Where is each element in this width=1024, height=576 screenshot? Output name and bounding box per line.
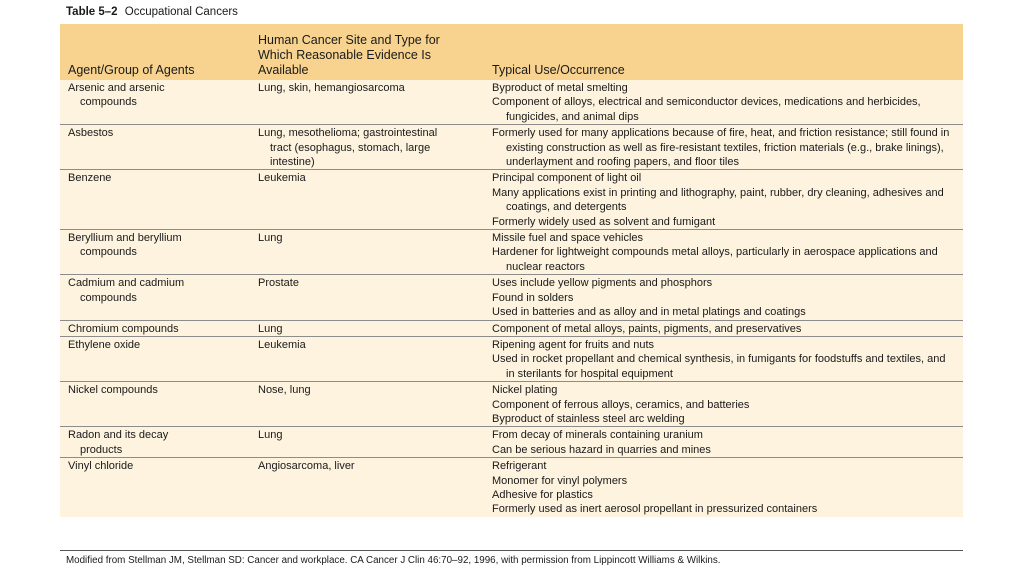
site-text: Angiosarcoma, liver (258, 460, 355, 473)
table-row (60, 427, 963, 458)
cell-site (252, 126, 484, 169)
cell-use (484, 383, 963, 426)
table-number: Table 5–2 (66, 6, 118, 18)
use-line: Principal component of light oil (492, 172, 642, 185)
table-row (60, 382, 963, 427)
header-agent (60, 24, 252, 80)
table-header (60, 24, 963, 80)
cell-agent (60, 276, 252, 319)
cell-agent (60, 428, 252, 457)
cell-use (484, 322, 963, 336)
table-row (60, 230, 963, 275)
table-row (60, 337, 963, 382)
header-agent-label: Agent/Group of Agents (68, 63, 195, 77)
table-footnote: Modified from Stellman JM, Stellman SD: Cancer and workplace. CA Cancer J Clin 46:70–92, 1996, with permission from Lippincott Williams & Wilkins. (66, 555, 721, 566)
use-line: Byproduct of metal smelting (492, 82, 628, 94)
site-text: Lung (258, 322, 283, 335)
cell-site (252, 231, 484, 274)
use-line: Adhesive for plastics (492, 488, 593, 501)
cell-use (484, 81, 963, 124)
use-line: Found in solders (492, 291, 574, 304)
agent-text: Nickel compounds (68, 384, 158, 397)
cell-site (252, 459, 484, 517)
cell-use (484, 276, 963, 319)
cell-site (252, 276, 484, 319)
use-line: Ripening agent for fruits and nuts (492, 338, 655, 351)
table-title: Occupational Cancers (124, 6, 238, 18)
cell-use (484, 338, 963, 381)
header-site-label: Human Cancer Site and Type for Which Reasonable Evidence Is Available (258, 33, 440, 77)
cell-site (252, 171, 484, 229)
site-text: Lung, skin, hemangiosarcoma (258, 82, 405, 94)
agent-text: Arsenic and arsenic compounds (68, 82, 165, 109)
table-row (60, 275, 963, 320)
cell-site (252, 428, 484, 457)
agent-text: Benzene (68, 172, 112, 185)
site-text: Lung (258, 429, 283, 442)
cell-agent (60, 338, 252, 381)
site-text: Prostate (258, 277, 299, 290)
cell-use (484, 171, 963, 229)
cell-agent (60, 231, 252, 274)
cell-use (484, 459, 963, 517)
table-body (60, 80, 963, 517)
site-text: Leukemia (258, 338, 306, 351)
cell-agent (60, 459, 252, 517)
cell-use (484, 126, 963, 169)
cell-agent (60, 322, 252, 336)
use-line: Component of alloys, electrical and semiconductor devices, medications and herbicides, fungicides, and animal dips (492, 96, 921, 123)
agent-text: Asbestos (68, 127, 114, 140)
cell-site (252, 81, 484, 124)
use-line: Nickel plating (492, 384, 558, 397)
table-row (60, 80, 963, 125)
agent-text: Chromium compounds (68, 322, 179, 335)
use-line: Used in rocket propellant and chemical synthesis, in fumigants for foodstuffs and textiles, and in sterilants for hospital equipment (492, 353, 946, 380)
use-line: Component of ferrous alloys, ceramics, and batteries (492, 398, 750, 411)
table-caption (66, 6, 238, 18)
site-text: Leukemia (258, 172, 306, 185)
use-line: Used in batteries and as alloy and in metal platings and coatings (492, 306, 806, 319)
use-line: From decay of minerals containing uranium (492, 429, 703, 442)
agent-text: Cadmium and cadmium compounds (68, 277, 185, 304)
header-use (484, 24, 963, 80)
use-line: Byproduct of stainless steel arc welding (492, 412, 685, 425)
cell-site (252, 338, 484, 381)
header-use-label: Typical Use/Occurrence (492, 63, 625, 77)
use-line: Hardener for lightweight compounds metal alloys, particularly in aerospace applications and nuclear reactors (492, 246, 938, 273)
agent-text: Radon and its decay products (68, 429, 169, 456)
use-line: Formerly widely used as solvent and fumigant (492, 215, 716, 228)
use-line: Many applications exist in printing and lithography, paint, rubber, dry cleaning, adhesives and coatings, and detergents (492, 186, 944, 214)
agent-text: Beryllium and beryllium compounds (68, 232, 182, 259)
cell-site (252, 322, 484, 336)
use-line: Formerly used as inert aerosol propellant in pressurized containers (492, 503, 818, 516)
cell-use (484, 428, 963, 457)
table-row (60, 458, 963, 517)
site-text: Nose, lung (258, 384, 311, 397)
cell-site (252, 383, 484, 426)
table-row (60, 321, 963, 337)
site-text: Lung (258, 232, 283, 245)
cell-agent (60, 126, 252, 169)
occupational-cancers-table (60, 24, 963, 517)
agent-text: Vinyl chloride (68, 460, 134, 473)
cell-agent (60, 383, 252, 426)
use-line: Uses include yellow pigments and phosphors (492, 277, 713, 290)
table-bottom-rule (60, 550, 963, 551)
use-line: Component of metal alloys, paints, pigments, and preservatives (492, 322, 802, 335)
header-site (252, 24, 484, 80)
cell-use (484, 231, 963, 274)
use-line: Formerly used for many applications because of fire, heat, and friction resistance; still found in existing construction as well as fire-resistant textiles, friction materials (e.g., brake linings), underlayment and roofing papers, and floor tiles (492, 127, 950, 169)
table-row (60, 125, 963, 170)
cell-agent (60, 81, 252, 124)
use-line: Missile fuel and space vehicles (492, 232, 644, 245)
use-line: Monomer for vinyl polymers (492, 474, 628, 487)
agent-text: Ethylene oxide (68, 338, 141, 351)
use-line: Refrigerant (492, 460, 547, 473)
cell-agent (60, 171, 252, 229)
use-line: Can be serious hazard in quarries and mines (492, 443, 711, 456)
table-row (60, 170, 963, 230)
site-text: Lung, mesothelioma; gastrointestinal tract (esophagus, stomach, large intestine) (258, 127, 438, 169)
